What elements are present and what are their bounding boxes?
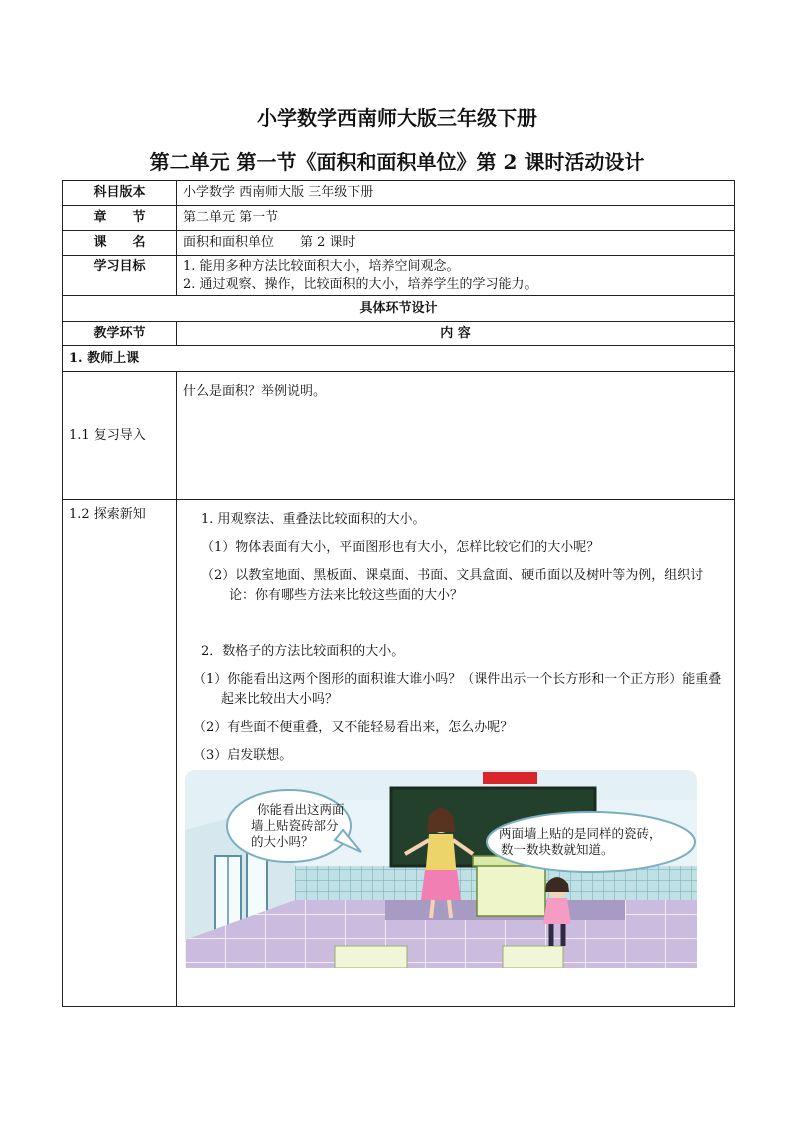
- bubble-teacher-line: 墙上贴瓷砖部分: [251, 818, 339, 833]
- subject-value: 小学数学 西南师大版 三年级下册: [177, 181, 735, 206]
- bubble-student-line: 两面墙上贴的是同样的瓷砖，: [499, 826, 662, 841]
- doc-title-line2: 第二单元 第一节《面积和面积单位》第 2 课时活动设计: [149, 150, 645, 174]
- goal-item: 2. 通过观察、操作，比较面积的大小，培养学生的学习能力。: [183, 276, 538, 292]
- goal-item: 1. 能用多种方法比较面积大小，培养空间观念。: [183, 258, 460, 274]
- goal-list: [177, 256, 735, 296]
- lesson-plan-table: [62, 180, 735, 1007]
- row-review-label: 1.1 复习导入: [63, 372, 177, 500]
- goal-label: 学习目标: [63, 256, 177, 296]
- chapter-label: 章 节: [63, 206, 177, 231]
- lesson-label: 课 名: [63, 231, 177, 256]
- row-review-content: [177, 372, 735, 500]
- part1-item: （2）以教室地面、黑板面、课桌面、书面、文具盒面、硬币面以及树叶等为例，组织讨论：你有哪些方法来比较这些面的大小？: [201, 568, 704, 603]
- bubble-student-line: 数一数块数就知道。: [501, 842, 614, 857]
- part2-item: （2）有些面不便重叠，又不能轻易看出来，怎么办呢？: [193, 720, 514, 735]
- row-explore-content: [177, 500, 735, 1007]
- part1-item: （1）物体表面有大小，平面图形也有大小，怎样比较它们的大小呢？: [201, 540, 600, 555]
- row-explore-label: 1.2 探索新知: [63, 500, 177, 1007]
- student-desk: [503, 946, 563, 968]
- classroom-illustration: [185, 770, 697, 968]
- section-teacher-class: 1. 教师上课: [63, 346, 735, 372]
- lesson-value: 面积和面积单位 第 2 课时: [177, 231, 735, 256]
- chapter-value: 第二单元 第一节: [177, 206, 735, 231]
- red-sign: [483, 772, 537, 784]
- doc-title-line1: 小学数学西南师大版三年级下册: [257, 106, 537, 130]
- student-desk: [335, 946, 407, 968]
- part1-title: 1. 用观察法、重叠法比较面积的大小。: [201, 512, 426, 527]
- speech-bubble-student: [487, 812, 695, 872]
- review-question: 什么是面积？举例说明。: [183, 384, 327, 399]
- bubble-teacher-line: 的大小吗？: [251, 834, 314, 849]
- subject-label: 科目版本: [63, 181, 177, 206]
- part2-item: （1）你能看出这两个图形的面积谁大谁小吗？（课件出示一个长方形和一个正方形）能重叠起来比较出大小吗？: [193, 672, 722, 707]
- design-header: 具体环节设计: [63, 296, 735, 322]
- column-header-stage: 教学环节: [63, 322, 177, 346]
- bubble-teacher-line: 你能看出这两面: [257, 802, 345, 817]
- part2-item: （3）启发联想。: [193, 748, 293, 763]
- part2-title: 2．数格子的方法比较面积的大小。: [201, 644, 405, 659]
- column-header-content: 内 容: [177, 322, 735, 346]
- podium: [477, 862, 545, 916]
